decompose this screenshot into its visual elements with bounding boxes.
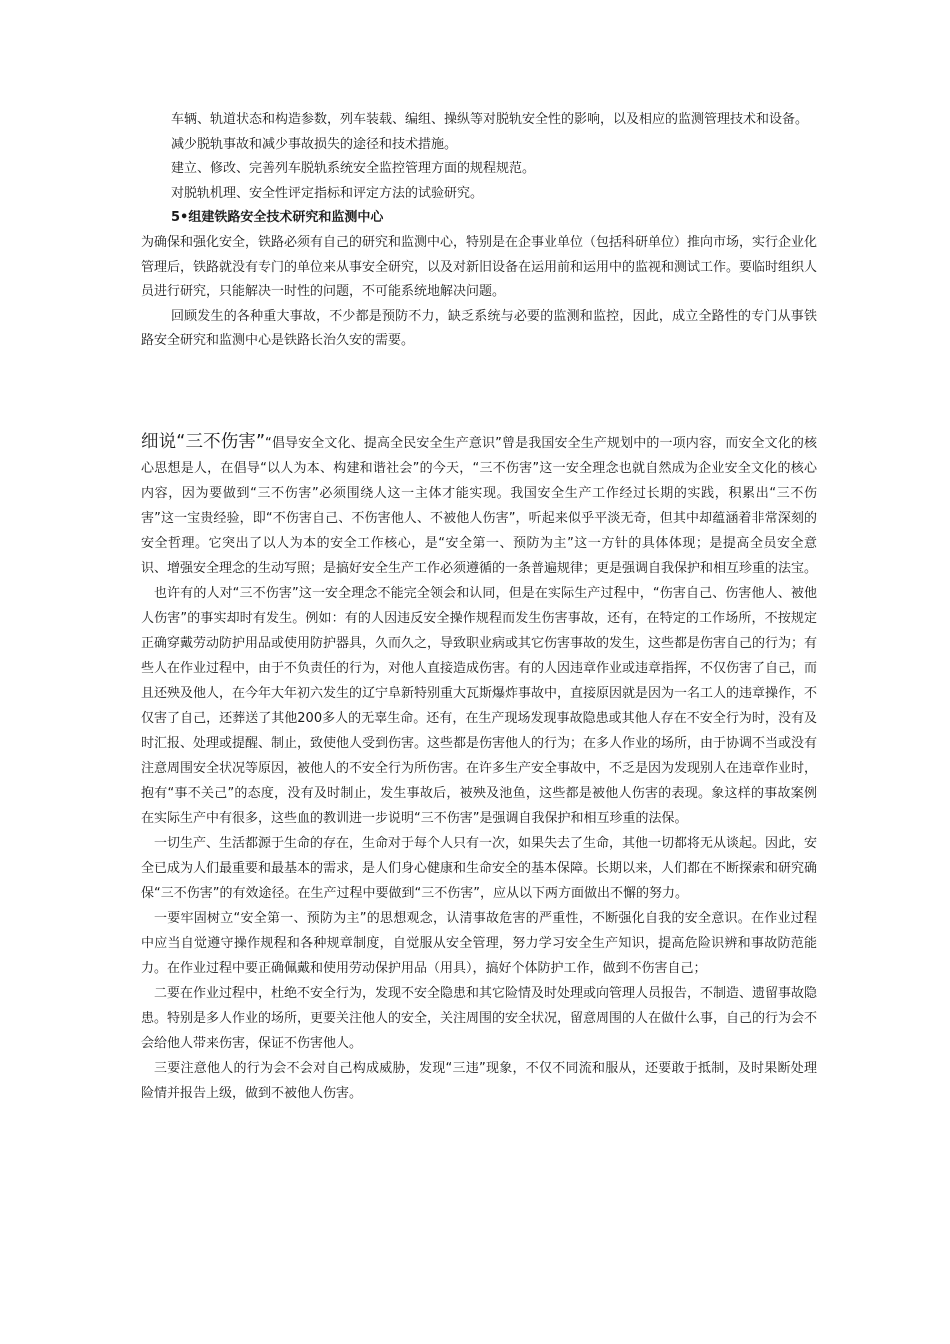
- paragraph-intro: [141, 430, 817, 581]
- paragraph: 一要牢固树立“安全第一、预防为主”的思想观念，认清事故危害的严重性，不断强化自我的安全意识。在作业过程中应当自觉遵守操作规程和各种规章制度，自觉服从安全管理，努力学习安全生产知识，提高危险识辨和事故防范能力。在作业过程中要正确佩戴和使用劳动保护用品（用具），搞好个体防护工作，做到不伤害自己；: [141, 911, 817, 976]
- paragraph: 二要在作业过程中，杜绝不安全行为，发现不安全隐患和其它险情及时处理或向管理人员报告，不制造、遗留事故隐患。特别是多人作业的场所，更要关注他人的安全，关注周围的安全状况，留意周围的人在做什么事，自己的行为会不会给他人带来伤害，保证不伤害他人。: [141, 986, 818, 1051]
- section-railway-safety: [141, 108, 817, 354]
- article-title: 细说“三不伤害”: [141, 432, 266, 452]
- paragraph: 建立、修改、完善列车脱轨系统安全监控管理方面的规程规范。: [171, 161, 536, 177]
- paragraph: 回顾发生的各种重大事故，不少都是预防不力，缺乏系统与必要的监测和监控，因此，成立全路性的专门从事铁路安全研究和监测中心是铁路长治久安的需要。: [141, 308, 817, 349]
- section-three-no-harm: [141, 430, 817, 1106]
- paragraph: 车辆、轨道状态和构造参数，列车装载、编组、操纵等对脱轨安全性的影响，以及相应的监测管理技术和设备。: [171, 112, 809, 127]
- paragraph: 一切生产、生活都源于生命的存在，生命对于每个人只有一次，如果失去了生命，其他一切都将无从谈起。因此，安全已成为人们最重要和最基本的需求，是人们身心健康和生命安全的基本保障。长期以来，人们都在不断探索和研究确保“三不伤害”的有效途径。在生产过程中要做到“三不伤害”，应从以下两方面做出不懈的努力。: [141, 836, 818, 901]
- paragraph: 为确保和强化安全，铁路必须有自己的研究和监测中心，特别是在企事业单位（包括科研单位）推向市场，实行企业化管理后，铁路就没有专门的单位来从事安全研究，以及对新旧设备在运用前和运用中的监视和测试工作。要临时组织人员进行研究，只能解决一时性的问题，不可能系统地解决问题。: [141, 234, 818, 300]
- paragraph: 对脱轨机理、安全性评定指标和评定方法的试验研究。: [171, 185, 484, 201]
- paragraph: 减少脱轨事故和减少事故损失的途径和技术措施。: [171, 136, 458, 152]
- paragraph-text: “倡导安全文化、提高全民安全生产意识”曾是我国安全生产规划中的一项内容，而安全文化的核心思想是人，在倡导“以人为本、构建和谐社会”的今天，“三不伤害”这一安全理念也就自然成为企业安全文化的核心内容，因为要做到“三不伤害”必须围绕人这一主体才能实现。我国安全生产工作经过长期的实践，积累出“三不伤害”这一宝贵经验，即“不伤害自己、不伤害他人、不被他人伤害”，听起来似乎平淡无奇，但其中却蕴涵着非常深刻的安全哲理。它突出了以人为本的安全工作核心，是“安全第一、预防为主”这一方针的具体体现；是提高全员安全意识、增强安全理念的生动写照；是搞好安全生产工作必须遵循的一条普遍规律；更是强调自我保护和相互珍重的法宝。: [141, 436, 818, 576]
- paragraph: 三要注意他人的行为会不会对自己构成威胁，发现“三违”现象，不仅不同流和服从，还要敢于抵制，及时果断处理险情并报告上级，做到不被他人伤害。: [141, 1061, 817, 1101]
- section-heading: 5•组建铁路安全技术研究和监测中心: [171, 210, 384, 226]
- paragraph: 也许有的人对“三不伤害”这一安全理念不能完全领会和认同，但是在实际生产过程中，“伤害自己、伤害他人、被他人伤害”的事实却时有发生。例如：有的人因违反安全操作规程而发生伤害事故，还有，在特定的工作场所，不按规定正确穿戴劳动防护用品或使用防护器具，久而久之，导致职业病或其它伤害事故的发生，这些都是伤害自己的行为；有些人在作业过程中，由于不负责任的行为，对他人直接造成伤害。有的人因违章作业或违章指挥，不仅伤害了自己，而且还殃及他人，在今年大年初六发生的辽宁阜新特别重大瓦斯爆炸事故中，直接原因就是因为一名工人的违章操作，不仅害了自己，还葬送了其他200多人的无辜生命。还有，在生产现场发现事故隐患或其他人存在不安全行为时，没有及时汇报、处理或提醒、制止，致使他人受到伤害。这些都是伤害他人的行为；在多人作业的场所，由于协调不当或没有注意周围安全状况等原因，被他人的不安全行为所伤害。在许多生产安全事故中，不乏是因为发现别人在违章作业时，抱有“事不关己”的态度，没有及时制止，发生事故后，被殃及池鱼，这些都是被他人伤害的表现。象这样的事故案例在实际生产中有很多，这些血的教训进一步说明“三不伤害”是强调自我保护和相互珍重的法保。: [141, 586, 818, 826]
